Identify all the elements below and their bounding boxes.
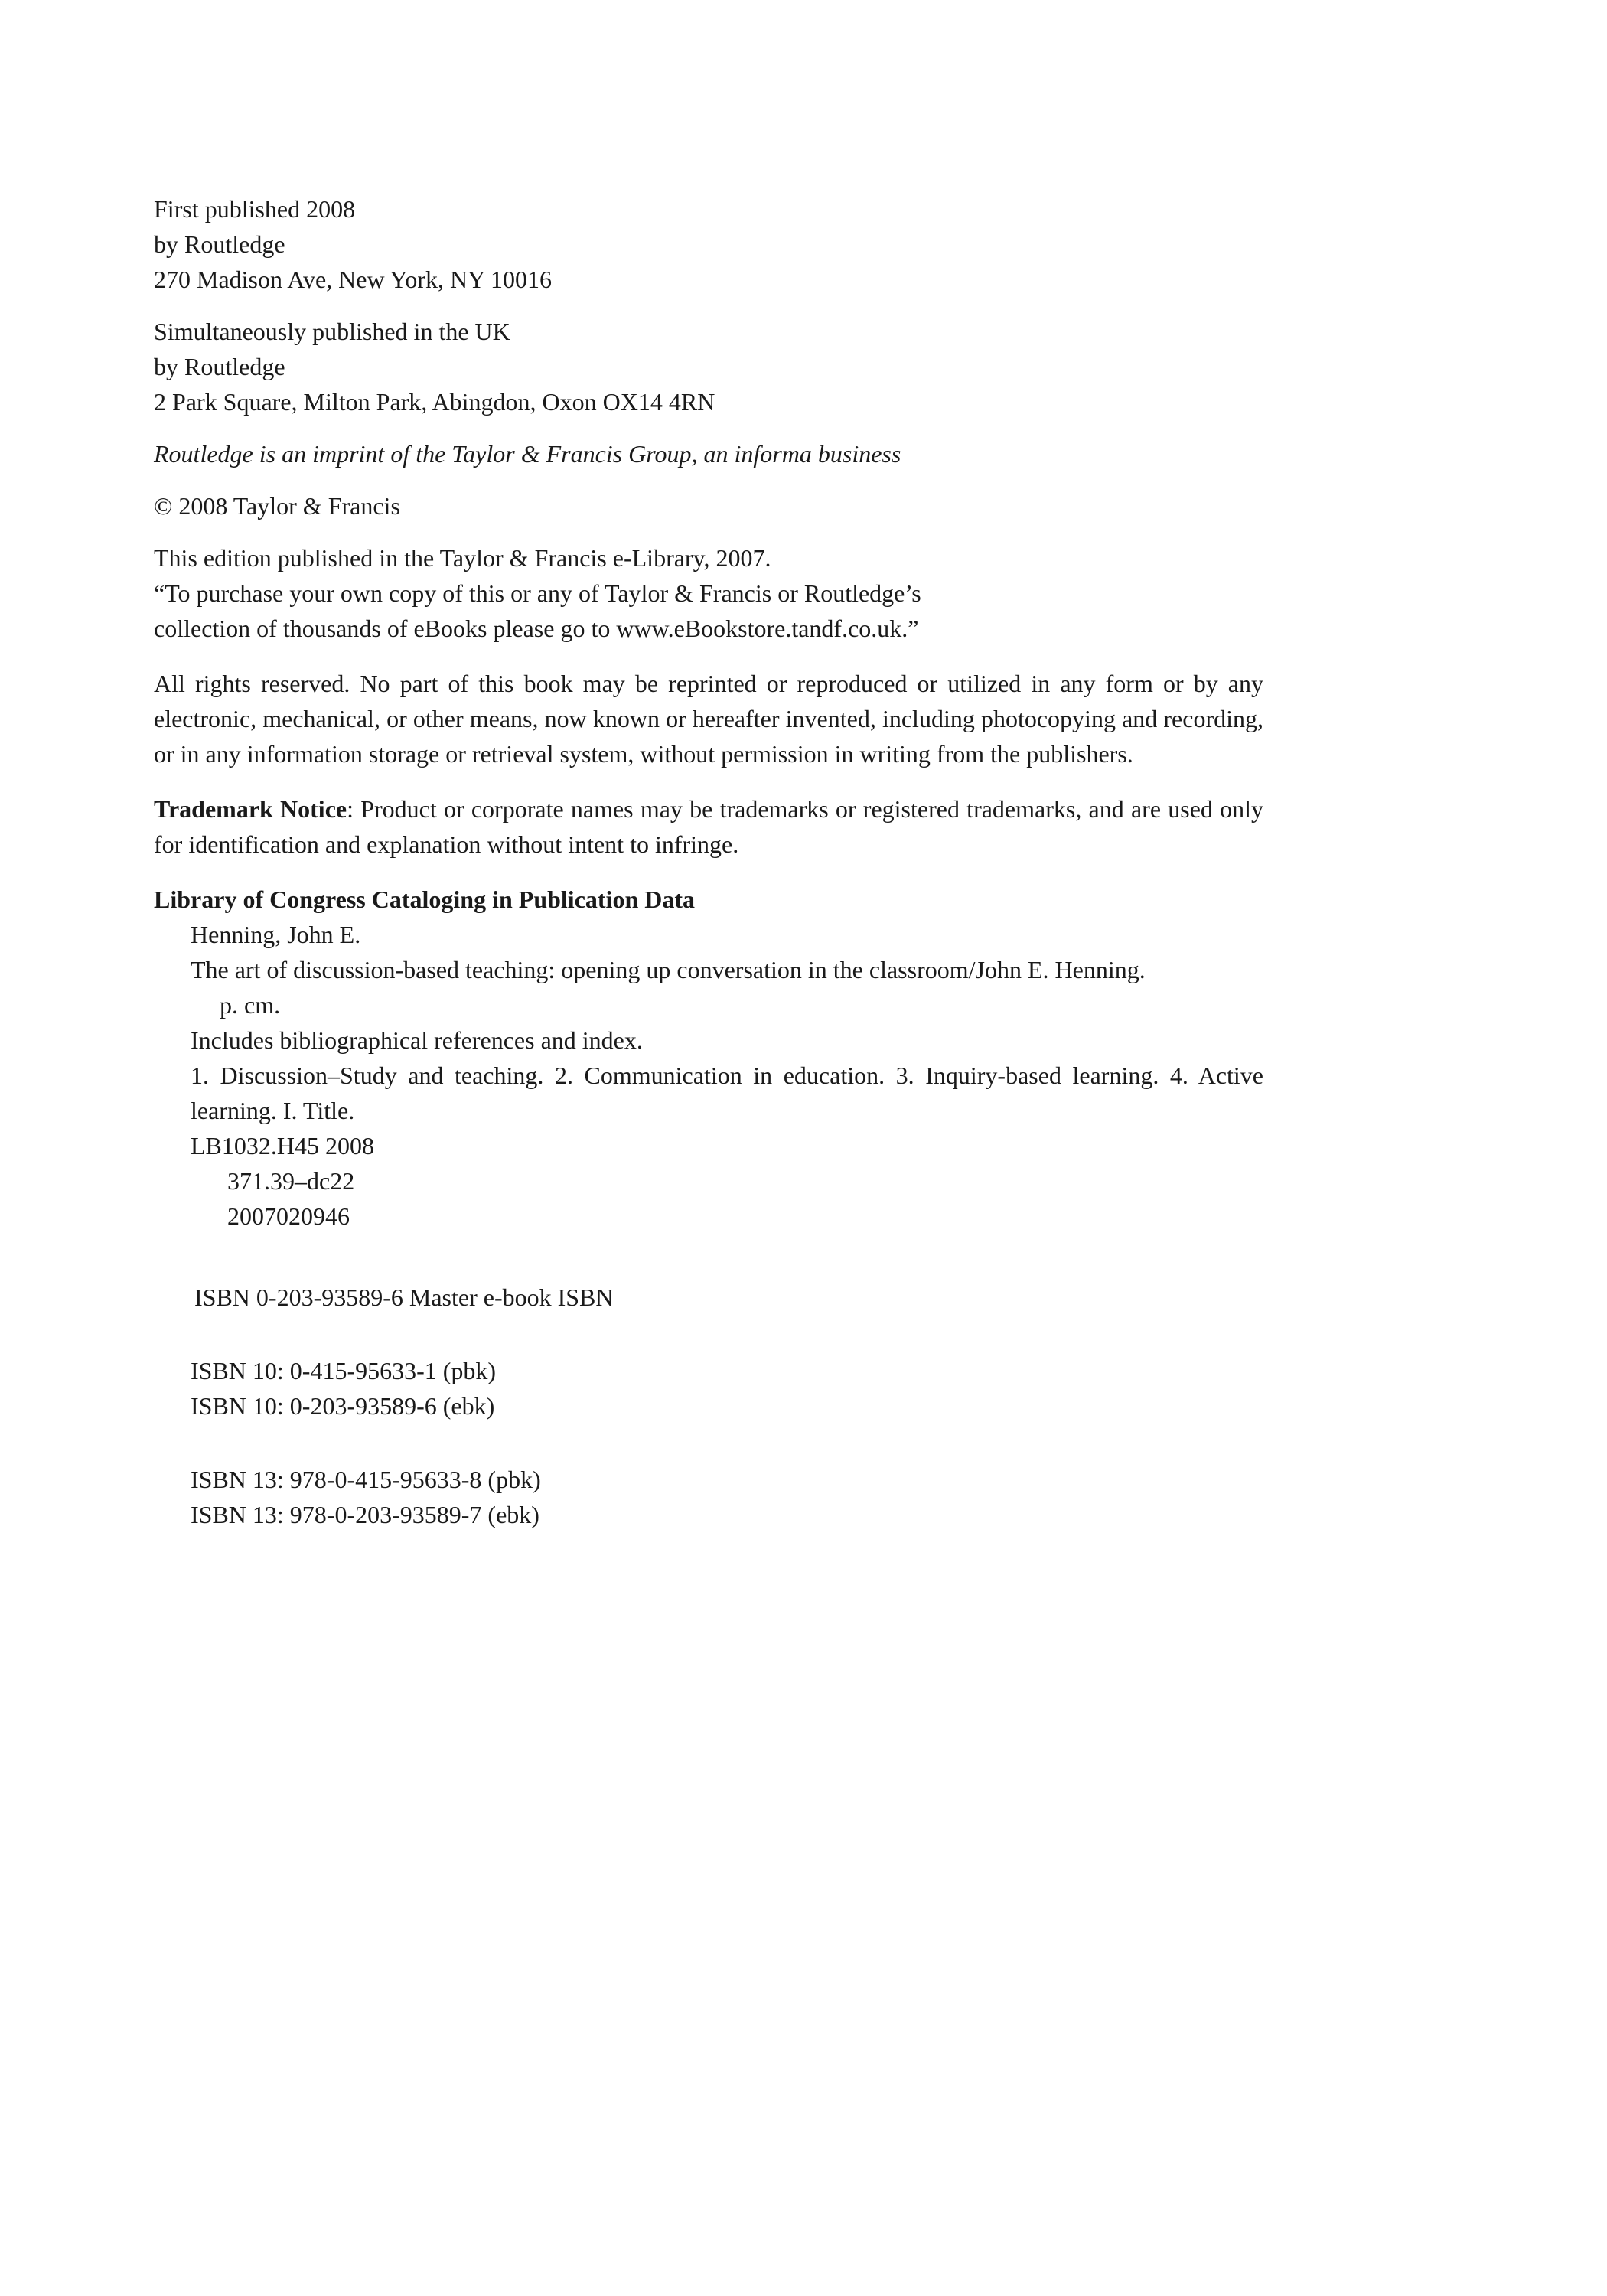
cip-bibliography: Includes bibliographical references and index. — [191, 1026, 643, 1054]
elibrary-edition: This edition published in the Taylor & Francis e-Library, 2007. — [154, 544, 771, 572]
cip-author: Henning, John E. — [191, 921, 361, 948]
publisher-name-us: by Routledge — [154, 230, 285, 258]
publisher-address-us: 270 Madison Ave, New York, NY 10016 — [154, 266, 552, 293]
isbn-13-ebk: ISBN 13: 978-0-203-93589-7 (ebk) — [191, 1501, 539, 1528]
cip-dewey: 371.39–dc22 — [227, 1167, 355, 1195]
cip-subjects: 1. Discussion–Study and teaching. 2. Communication in education. 3. Inquiry-based learning. 4. Active learning. I. Title. — [191, 1062, 1263, 1124]
imprint-note: Routledge is an imprint of the Taylor & Francis Group, an informa business — [154, 440, 901, 468]
copyright-block — [154, 488, 1263, 523]
trademark-text: : Product or corporate names may be trademarks or registered trademarks, and are used only for identification and explanation without intent to infringe. — [154, 795, 1264, 858]
isbn-10-pbk: ISBN 10: 0-415-95633-1 (pbk) — [191, 1357, 497, 1384]
cip-pcm: p. cm. — [220, 991, 281, 1019]
us-publisher-block — [154, 191, 1263, 297]
uk-publisher-block — [154, 314, 1263, 419]
cip-entry — [154, 917, 1263, 1234]
cip-heading: Library of Congress Cataloging in Publication Data — [154, 885, 695, 913]
publisher-address-uk: 2 Park Square, Milton Park, Abingdon, Oxon OX14 4RN — [154, 388, 715, 416]
rights-reserved: All rights reserved. No part of this book may be reprinted or reproduced or utilized in any form or by any electronic, mechanical, or other means, now known or hereafter invented, including photocopying and recording, or in any information storage or retrieval system, without permission in writing from the publishers. — [154, 670, 1263, 768]
edition-block — [154, 540, 1263, 646]
imprint-block — [154, 436, 1263, 471]
isbn-10-group — [154, 1353, 1263, 1424]
cip-block — [154, 882, 1263, 1234]
trademark-label: Trademark Notice — [154, 795, 347, 823]
copyright-page — [154, 191, 1263, 1532]
isbn-10-ebk: ISBN 10: 0-203-93589-6 (ebk) — [191, 1392, 495, 1420]
cip-call-number: LB1032.H45 2008 — [191, 1132, 374, 1159]
simultaneous-publication: Simultaneously published in the UK — [154, 318, 510, 345]
copyright-notice: © 2008 Taylor & Francis — [154, 492, 400, 520]
isbn-13-pbk: ISBN 13: 978-0-415-95633-8 (pbk) — [191, 1466, 541, 1493]
first-published: First published 2008 — [154, 195, 356, 223]
publisher-name-uk: by Routledge — [154, 353, 285, 380]
isbn-block — [154, 1280, 1263, 1532]
isbn-13-group — [154, 1462, 1263, 1532]
isbn-master: ISBN 0-203-93589-6 Master e-book ISBN — [194, 1283, 614, 1311]
purchase-note-line-1: “To purchase your own copy of this or any of Taylor & Francis or Routledge’s — [154, 579, 921, 607]
trademark-notice — [154, 791, 1263, 862]
cip-title: The art of discussion-based teaching: opening up conversation in the classroom/John E. Henning. — [191, 956, 1146, 983]
purchase-note-line-2: collection of thousands of eBooks please go to www.eBookstore.tandf.co.uk.” — [154, 615, 919, 642]
cip-lccn: 2007020946 — [227, 1202, 350, 1230]
